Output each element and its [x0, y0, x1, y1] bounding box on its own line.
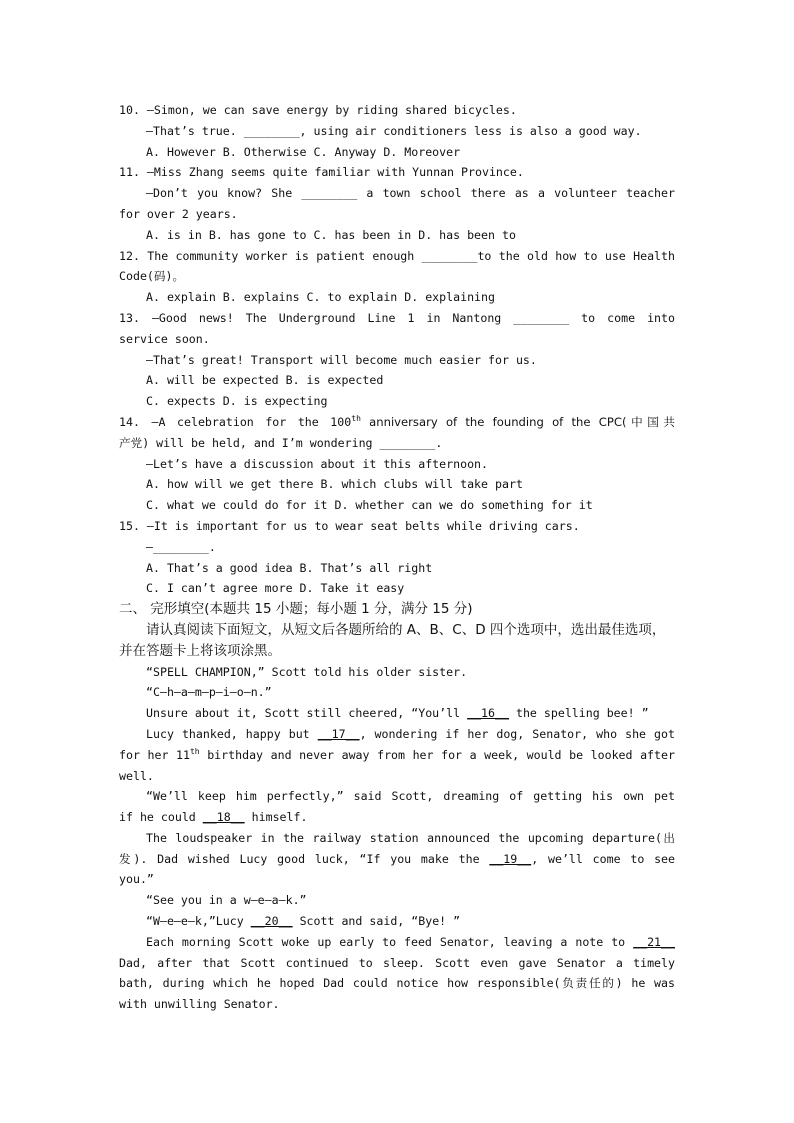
q13-stem-line2: service soon.: [119, 331, 210, 346]
passage-line15: Dad, after that Scott continued to sleep. Scott even gave Senator a timely: [119, 955, 675, 970]
passage-line16: bath, during which he hoped Dad could notice how responsible(负责任的) he was: [119, 976, 675, 991]
q15-stem: 15. —It is important for us to wear seat belts while driving cars.: [119, 518, 580, 533]
passage-text: birthday and never away from her for a week, would be looked after: [199, 747, 675, 762]
passage-text: Scott and said, “Bye! ”: [292, 914, 461, 929]
passage-superscript: th: [189, 746, 200, 756]
passage-text: for her 11: [119, 747, 190, 762]
blank-20: __20__: [250, 914, 293, 929]
q14-stem-part-b: anniversary of the founding of the CPC(中国共: [360, 414, 675, 429]
q11-reply-line1: —Don’t you know? She ________ a town school there as a volunteer teacher: [146, 186, 675, 201]
q12-options: A. explain B. explains C. to explain D. explaining: [146, 290, 496, 305]
q13-stem-line1: 13. —Good news! The Underground Line 1 in Nantong ________ to come into: [119, 310, 675, 325]
passage-text: the spelling bee! ”: [508, 706, 649, 721]
q14-stem-line2: 产党) will be held, and I’m wondering ________.: [119, 435, 443, 450]
passage-line3: [119, 703, 675, 724]
q11-options: A. is in B. has gone to C. has been in D. has been to: [146, 227, 516, 242]
blank-18: __18__: [202, 810, 245, 825]
passage-line6: well.: [119, 768, 154, 783]
section2-heading: 二、 完形填空(本题共 15 小题；每小题 1 分，满分 15 分): [119, 601, 473, 618]
q13-options-line1: A. will be expected B. is expected: [146, 373, 384, 388]
passage-text: 发). Dad wished Lucy good luck, “If you make the: [119, 851, 490, 866]
blank-17: __17__: [317, 726, 360, 741]
q12-stem-line1: 12. The community worker is patient enough ________to the old how to use Health: [119, 248, 675, 263]
q14-stem-line1: [119, 412, 675, 433]
passage-line17: with unwilling Senator.: [119, 997, 280, 1012]
passage-line2: “C—h—a—m—p—i—o—n.”: [146, 685, 272, 700]
q11-stem: 11. —Miss Zhang seems quite familiar with Yunnan Province.: [119, 165, 524, 180]
blank-19: __19__: [489, 851, 532, 866]
blank-21: __21__: [633, 934, 675, 949]
q11-reply-line2: for over 2 years.: [119, 206, 238, 221]
section2-instructions-line2: 并在答题卡上将该项涂黑。: [119, 642, 281, 659]
blank-16: __16__: [467, 706, 509, 721]
passage-text: , we’ll come to see: [531, 851, 675, 866]
passage-line10: [119, 849, 675, 870]
q14-options-line2: C. what we could do for it D. whether can we do something for it: [146, 498, 593, 513]
q10-options: A. However B. Otherwise C. Anyway D. Moreover: [146, 144, 461, 159]
section2-instructions-line1: 请认真阅读下面短文，从短文后各题所给的 A、B、C、D 四个选项中，选出最佳选项，: [146, 621, 666, 638]
q14-stem-part-a: 14. —A celebration for the 100: [119, 414, 352, 429]
passage-line13: [119, 911, 675, 932]
q15-options-line2: C. I can’t agree more D. Take it easy: [146, 581, 405, 596]
passage-line4: [119, 724, 675, 745]
passage-text: “W—e—e—k,”Lucy: [146, 914, 251, 929]
passage-text: Unsure about it, Scott still cheered, “You’ll: [146, 706, 468, 721]
passage-text: if he could: [119, 810, 203, 825]
q15-options-line1: A. That’s a good idea B. That’s all right: [146, 560, 433, 575]
passage-line7: “We’ll keep him perfectly,” said Scott, dreaming of getting his own pet: [146, 789, 675, 804]
passage-line5: [119, 745, 675, 766]
q14-options-line1: A. how will we get there B. which clubs will take part: [146, 477, 523, 492]
passage-line1: “SPELL CHAMPION,” Scott told his older sister.: [146, 664, 468, 679]
q12-stem-line2: Code(码)。: [119, 269, 185, 284]
q15-reply: —________.: [146, 539, 216, 554]
q14-superscript: th: [351, 414, 361, 424]
q10-stem: 10. —Simon, we can save energy by riding shared bicycles.: [119, 103, 517, 117]
passage-line11: you.”: [119, 872, 154, 887]
q13-options-line2: C. expects D. is expecting: [146, 394, 328, 409]
passage-line9: The loudspeaker in the railway station announced the upcoming departure(出: [146, 830, 675, 845]
passage-text: Lucy thanked, happy but: [146, 726, 318, 741]
passage-line8: [119, 807, 675, 828]
q10-reply: —That’s true. ________, using air conditioners less is also a good way.: [146, 123, 642, 138]
passage-line14: [119, 932, 675, 953]
passage-text: , wondering if her dog, Senator, who she got: [359, 726, 675, 741]
q14-reply: —Let’s have a discussion about it this afternoon.: [146, 456, 489, 471]
q13-reply: —That’s great! Transport will become much easier for us.: [146, 352, 537, 367]
passage-line12: “See you in a w—e—a—k.”: [146, 893, 307, 908]
exam-page: [119, 100, 675, 1015]
passage-text: Each morning Scott woke up early to feed Senator, leaving a note to: [146, 934, 634, 949]
passage-text: himself.: [244, 810, 308, 825]
